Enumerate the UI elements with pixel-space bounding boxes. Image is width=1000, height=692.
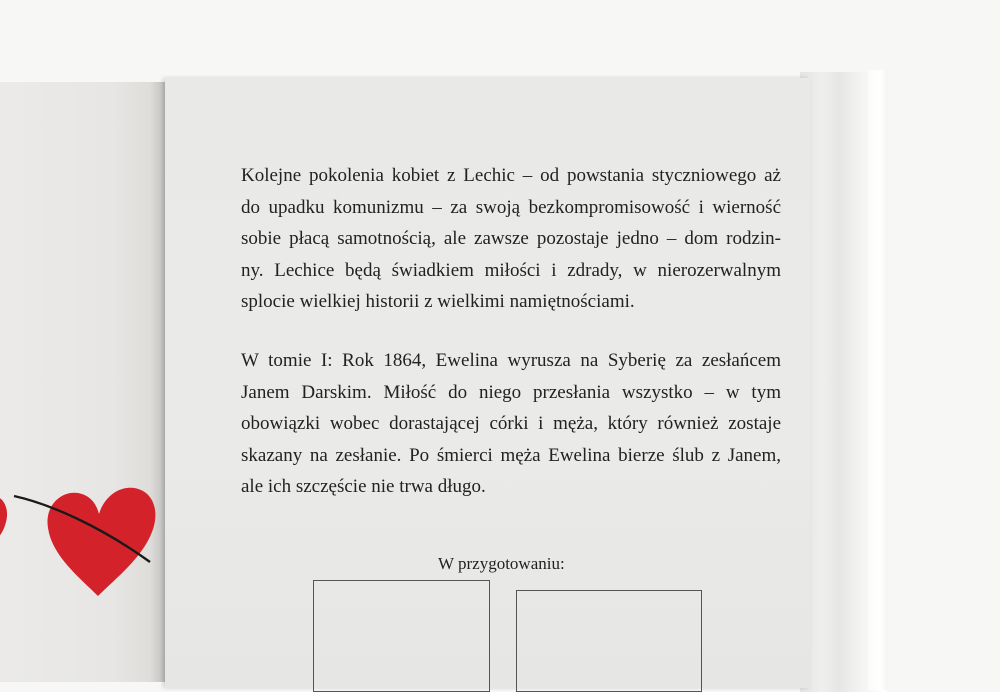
cover-edge	[868, 70, 888, 690]
text-line: Janem Darskim. Miłość do niego przesłania wszystko – w tym	[241, 381, 781, 403]
text-line: ale ich szczęście nie trwa długo.	[241, 476, 486, 497]
text-line: do upadku komunizmu – za swoją bezkompromisowość i wierność	[241, 196, 781, 218]
paragraph-lechice	[241, 160, 781, 318]
in-preparation-label: W przygotowaniu:	[438, 554, 565, 573]
text-line: splocie wielkiej historii z wielkimi namiętnościami.	[241, 291, 635, 312]
partial-heart-shape	[0, 497, 7, 545]
upcoming-book-box	[313, 580, 490, 692]
text-line: skazany na zesłanie. Po śmierci męża Ewelina bierze ślub z Janem,	[241, 444, 781, 466]
text-line: W tomie I: Rok 1864, Ewelina wyrusza na Syberię za zesłańcem	[241, 350, 781, 371]
paragraph-tom-1	[241, 345, 781, 503]
text-line: Kolejne pokolenia kobiet z Lechic – od powstania styczniowego aż	[241, 165, 781, 186]
text-line: obowiązki wobec dorastającej córki i męża, który również zostaje	[241, 413, 781, 434]
text-line: ny. Lechice będą świadkiem miłości i zdrady, w nierozerwalnym	[241, 259, 781, 281]
heart-shape	[47, 488, 155, 596]
upcoming-book-box	[516, 590, 702, 692]
text-line: sobie płacą samotnością, ale zawsze pozostaje jedno – dom rodzin-	[241, 228, 781, 249]
heart-illustration	[0, 470, 170, 610]
